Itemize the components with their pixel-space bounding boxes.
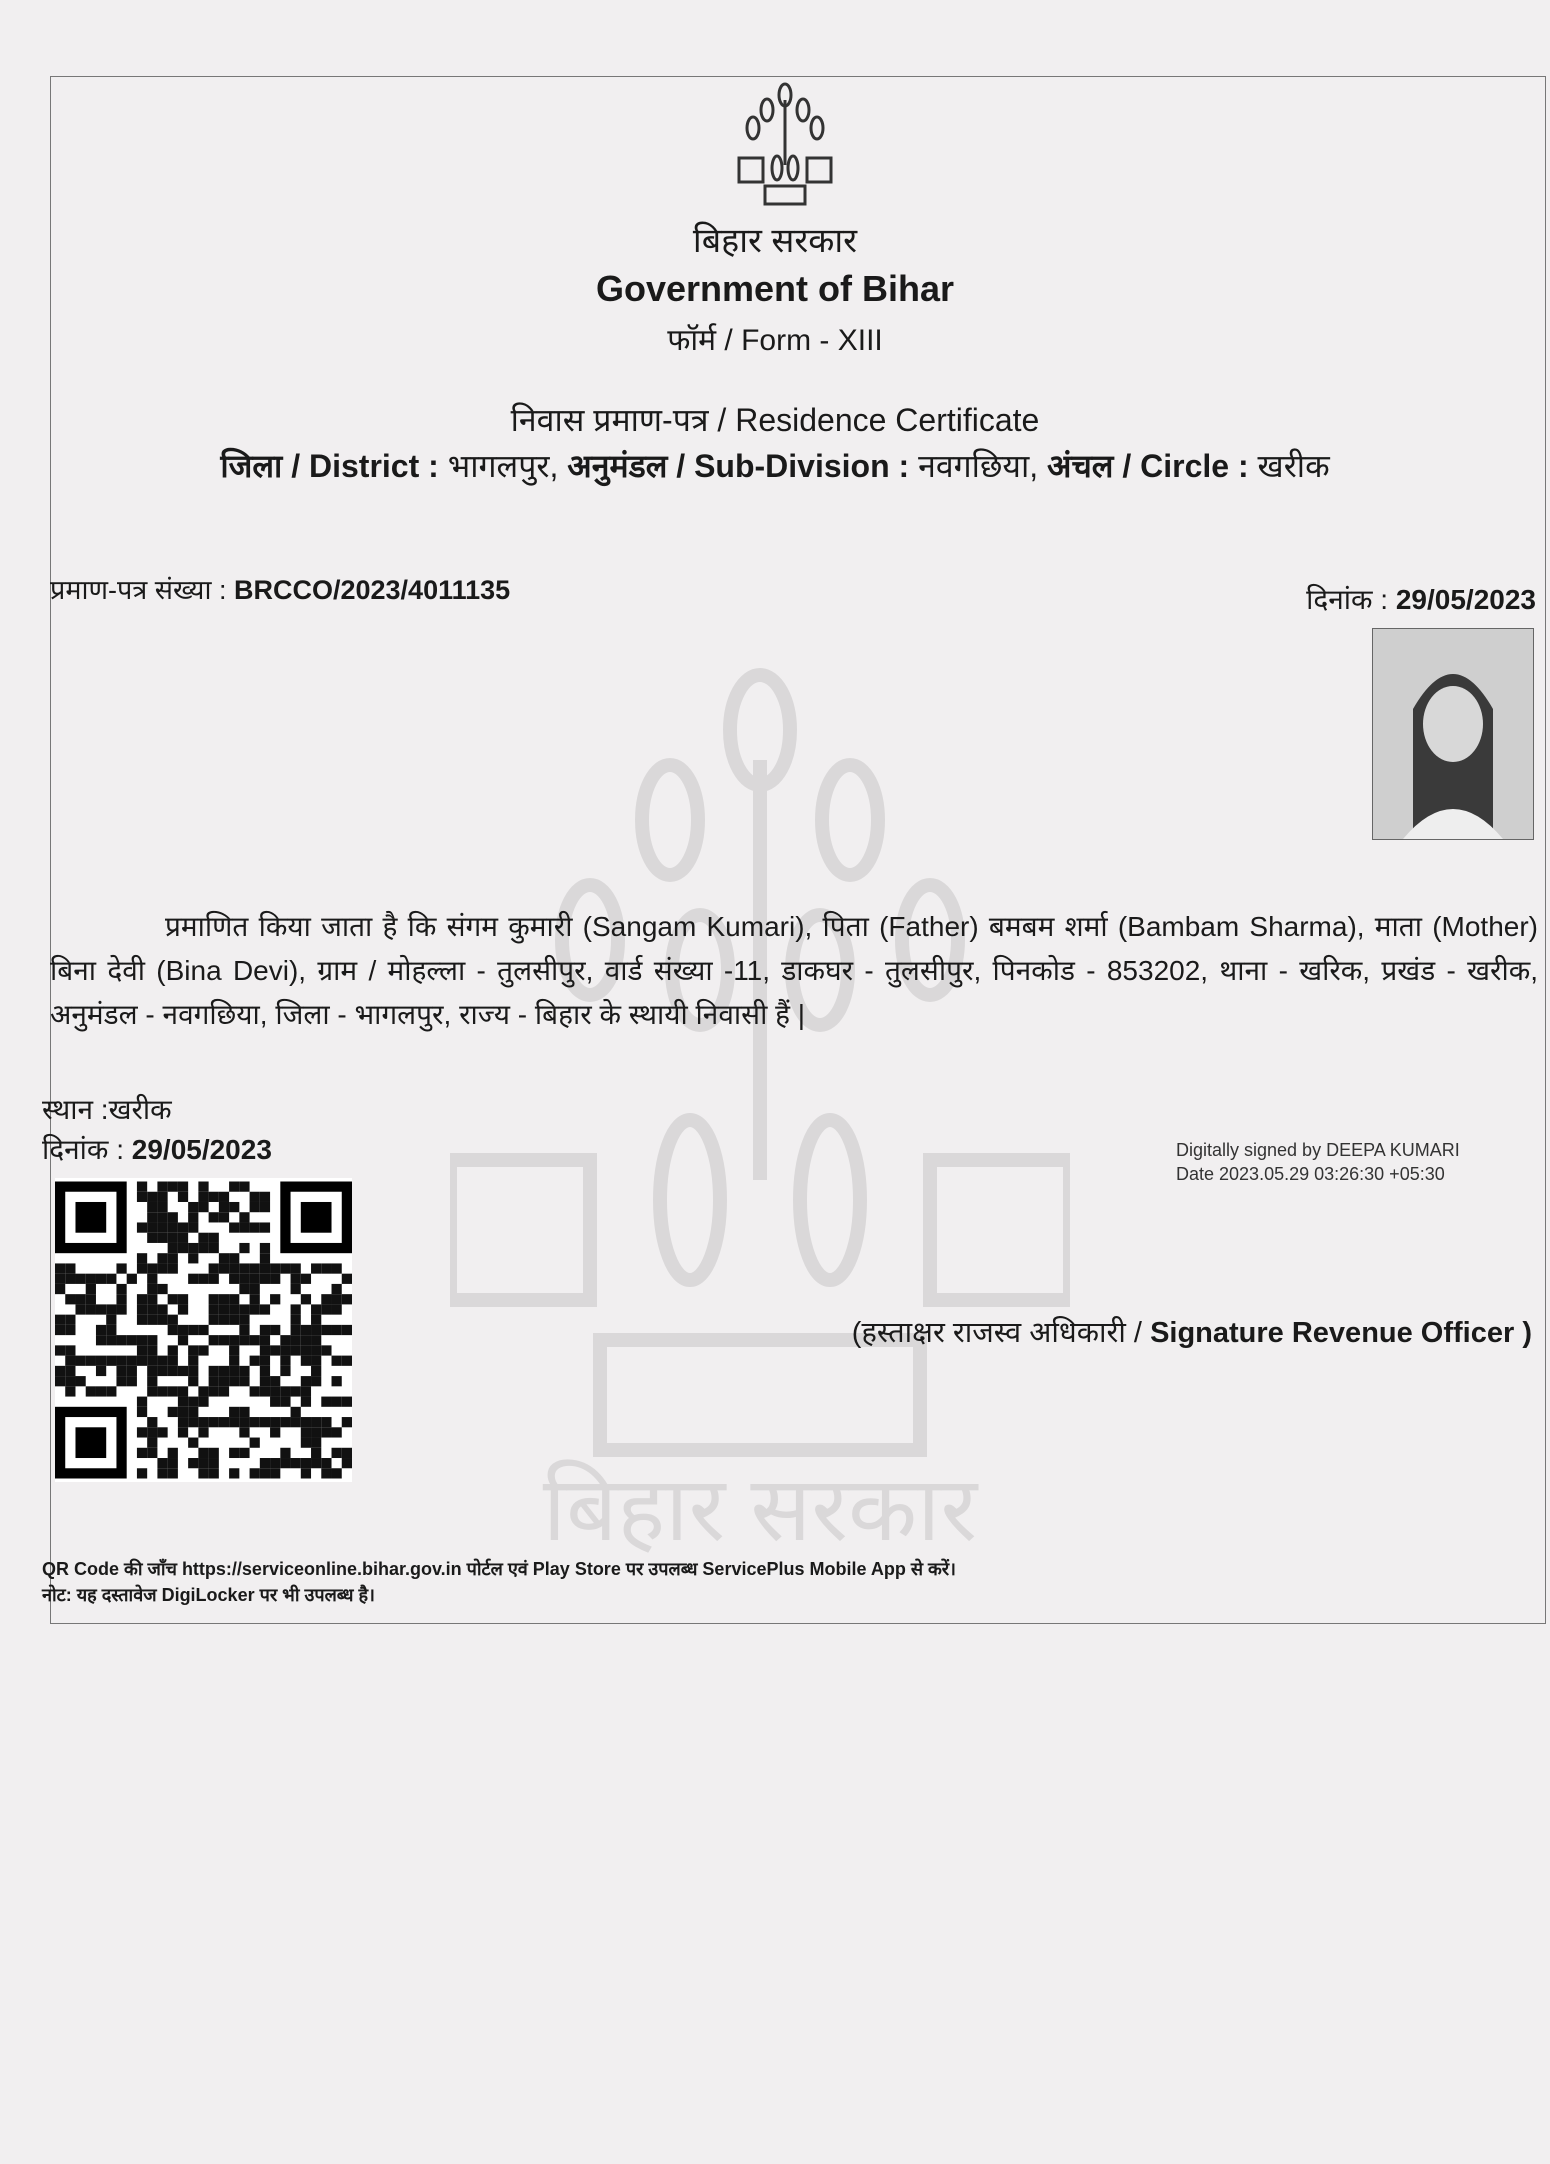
- certificate-title: निवास प्रमाण-पत्र / Residence Certificate: [510, 402, 1040, 438]
- certificate-date: [1306, 580, 1536, 618]
- certificate-number-label: प्रमाण-पत्र संख्या :: [50, 575, 227, 605]
- footer-qr-note: QR Code की जाँच https://serviceonline.bihar.gov.in पोर्टल एवं Play Store पर उपलब्ध ServicePlus Mobile App से करें।: [42, 1559, 956, 1579]
- svg-text:बिहार सरकार: बिहार सरकार: [542, 1460, 978, 1560]
- certificate-number: [50, 570, 510, 607]
- place: [42, 1090, 172, 1128]
- digital-signature: [1176, 1138, 1460, 1186]
- gov-english: Government of Bihar: [595, 268, 955, 309]
- subdivision: नवगछिया,: [918, 448, 1039, 484]
- date-label: दिनांक :: [1306, 584, 1389, 615]
- circle: खरीक: [1257, 448, 1330, 484]
- district: भागलपुर,: [447, 448, 559, 484]
- bihar-emblem-watermark: [450, 640, 1070, 1560]
- district-label: जिला / District :: [220, 448, 439, 484]
- circle-label: अंचल / Circle :: [1047, 448, 1249, 484]
- place-label: स्थान :: [42, 1094, 109, 1125]
- qr-code[interactable]: [55, 1178, 352, 1482]
- subdivision-label: अनुमंडल / Sub-Division :: [567, 448, 910, 484]
- certificate-body: प्रमाणित किया जाता है कि संगम कुमारी (Sangam Kumari), पिता (Father) बमबम शर्मा (Bambam Sharma), माता (Mother) बिना देवी (Bina Devi), ग्राम / मोहल्ला - तुलसीपुर, वार्ड संख्या -11, डाकघर - तुलसीपुर, पिनकोड - 853202, थाना - खरिक, प्रखंड - खरीक, अनुमंडल - नवगछिया, जिला - भागलपुर, राज्य - बिहार के स्थायी निवासी हैं |: [50, 911, 1538, 1030]
- place-value: खरीक: [108, 1094, 172, 1125]
- signed-by: Digitally signed by DEEPA KUMARI: [1176, 1140, 1460, 1160]
- form-number: फॉर्म / Form - XIII: [667, 324, 883, 357]
- certificate-number-value: BRCCO/2023/4011135: [233, 575, 511, 605]
- signature-label-hindi: (हस्ताक्षर राजस्व अधिकारी /: [851, 1317, 1142, 1349]
- issue-date-value: 29/05/2023: [131, 1134, 272, 1165]
- bihar-emblem-logo: [735, 80, 835, 210]
- issue-date-label: दिनांक :: [42, 1134, 124, 1165]
- jurisdiction-line: [0, 444, 1550, 487]
- applicant-photo: [1372, 628, 1534, 840]
- issue-date: [42, 1130, 272, 1168]
- footer-note: [42, 1556, 956, 1608]
- date-value: 29/05/2023: [1395, 584, 1536, 615]
- gov-hindi: बिहार सरकार: [692, 222, 858, 260]
- signature-label-english: Signature Revenue Officer ): [1150, 1317, 1532, 1349]
- footer-digilocker-note: नोट: यह दस्तावेज DigiLocker पर भी उपलब्ध है।: [42, 1585, 375, 1605]
- signature-date: Date 2023.05.29 03:26:30 +05:30: [1176, 1164, 1445, 1184]
- signature-label: [852, 1312, 1532, 1351]
